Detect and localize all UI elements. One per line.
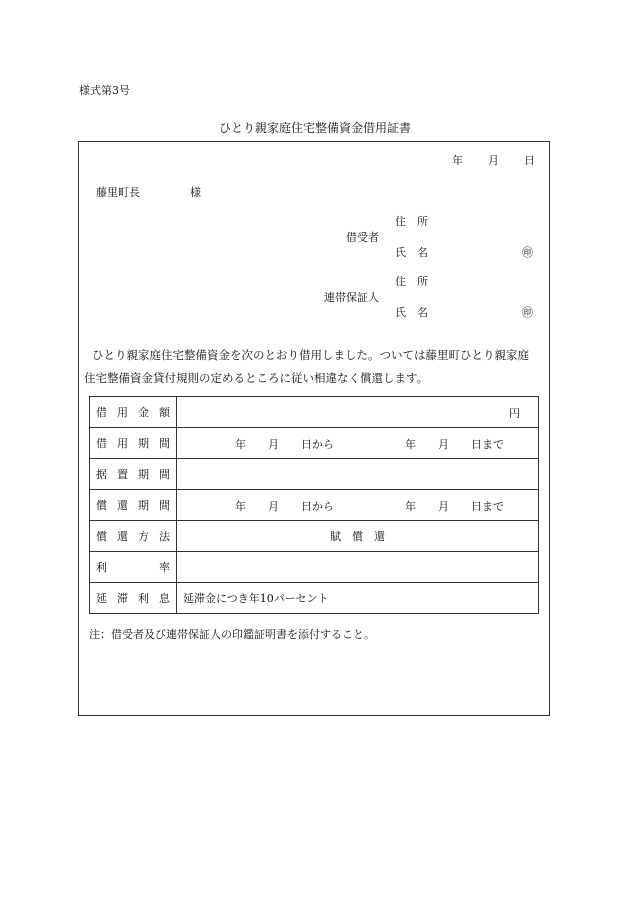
repayment-period-field bbox=[177, 490, 539, 521]
loan-amount-field bbox=[177, 397, 539, 428]
date-year-label: 年 bbox=[452, 154, 463, 167]
guarantor-address-label: 住 所 bbox=[395, 275, 428, 288]
loan-period-from: 年 月 日から bbox=[235, 438, 334, 451]
borrower-address-label: 住 所 bbox=[395, 215, 428, 228]
borrower-name-label: 氏 名 bbox=[395, 246, 428, 259]
date-day-label: 日 bbox=[524, 154, 535, 167]
borrower-seal-mark: ㊞ bbox=[522, 246, 533, 259]
guarantor-seal-mark: ㊞ bbox=[522, 306, 533, 319]
loan-amount-label: 借用金額 bbox=[96, 406, 170, 419]
repayment-period-from: 年 月 日から bbox=[235, 500, 334, 513]
table-row bbox=[90, 521, 539, 552]
statement-line-2: 住宅整備資金貸付規則の定めるところに従い相違なく償還します。 bbox=[84, 371, 429, 385]
table-row bbox=[90, 428, 539, 459]
grace-period-field bbox=[177, 459, 539, 490]
loan-period-label: 借用期間 bbox=[96, 437, 170, 450]
attachment-note: 注：借受者及び連帯保証人の印鑑証明書を添付すること。 bbox=[89, 628, 375, 641]
repayment-period-label: 償還期間 bbox=[96, 499, 170, 512]
statement-line-1: ひとり親家庭住宅整備資金を次のとおり借用しました。ついては藤里町ひとり親家庭 bbox=[92, 348, 529, 362]
interest-rate-label: 利 率 bbox=[96, 561, 170, 574]
document-title: ひとり親家庭住宅整備資金借用証書 bbox=[218, 121, 411, 135]
late-interest-value: 延滞金につき年10パーセント bbox=[177, 583, 539, 614]
repayment-period-to: 年 月 日まで bbox=[405, 500, 504, 513]
addressee-honorific: 様 bbox=[190, 186, 201, 199]
loan-period-to: 年 月 日まで bbox=[405, 438, 504, 451]
interest-rate-field bbox=[177, 552, 539, 583]
table-row bbox=[90, 490, 539, 521]
date-month-label: 月 bbox=[488, 154, 499, 167]
guarantor-name-label: 氏 名 bbox=[395, 306, 428, 319]
table-row bbox=[90, 583, 539, 614]
loan-terms-table bbox=[89, 396, 539, 614]
statement-paragraph bbox=[84, 344, 558, 390]
table-row bbox=[90, 552, 539, 583]
grace-period-label: 据置期間 bbox=[96, 468, 170, 481]
repayment-method-value: 賦 償 還 bbox=[177, 521, 539, 552]
loan-period-field bbox=[177, 428, 539, 459]
late-interest-label: 延滞利息 bbox=[96, 592, 170, 605]
table-row bbox=[90, 397, 539, 428]
guarantor-label: 連帯保証人 bbox=[324, 291, 379, 304]
yen-unit: 円 bbox=[509, 407, 520, 420]
form-number: 様式第3号 bbox=[79, 84, 130, 97]
addressee-name: 藤里町長 bbox=[96, 186, 140, 199]
repayment-method-label: 償還方法 bbox=[96, 530, 170, 543]
table-row bbox=[90, 459, 539, 490]
borrower-label: 借受者 bbox=[346, 231, 379, 244]
